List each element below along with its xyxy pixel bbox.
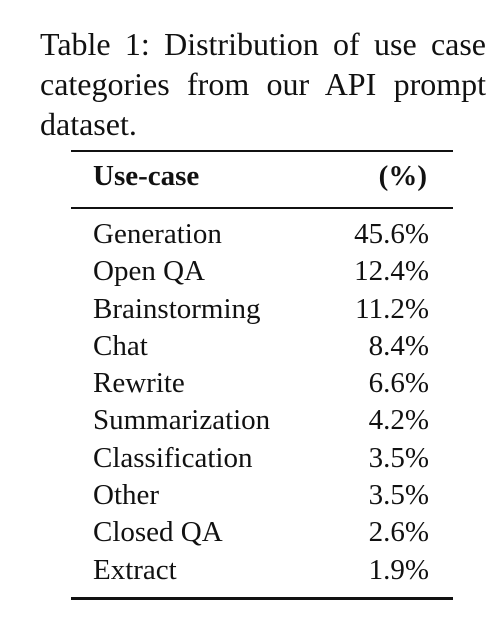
table-row <box>93 216 429 253</box>
table-row <box>93 514 429 551</box>
percent-cell: 4.2% <box>368 404 429 437</box>
table-row <box>93 291 429 328</box>
table-row <box>93 365 429 402</box>
percent-cell: 45.6% <box>354 218 429 250</box>
use-case-cell: Brainstorming <box>93 292 261 325</box>
table-row <box>93 328 429 365</box>
percent-cell: 3.5% <box>368 479 429 512</box>
table-row <box>93 552 429 589</box>
header-use-case: Use-case <box>93 160 200 192</box>
table-top-rule <box>71 150 453 152</box>
table-row <box>93 402 429 439</box>
table-bottom-rule <box>71 597 453 600</box>
table-body <box>93 216 429 589</box>
percent-cell: 8.4% <box>368 329 429 362</box>
percent-cell: 12.4% <box>354 255 429 288</box>
percent-cell: 11.2% <box>355 292 429 325</box>
use-case-cell: Chat <box>93 329 148 362</box>
percent-cell: 1.9% <box>368 553 429 586</box>
use-case-cell: Generation <box>93 218 222 250</box>
use-case-cell: Extract <box>93 553 177 586</box>
percent-cell: 2.6% <box>368 516 429 549</box>
use-case-cell: Other <box>93 479 160 512</box>
percent-cell: 6.6% <box>368 367 429 400</box>
use-case-cell: Closed QA <box>93 516 223 549</box>
use-case-cell: Open QA <box>93 255 205 288</box>
table-row <box>93 253 429 290</box>
table-row <box>93 477 429 514</box>
table-header-rule <box>71 207 453 209</box>
use-case-cell: Rewrite <box>93 367 185 400</box>
header-percent: (%) <box>378 160 427 192</box>
use-case-cell: Summarization <box>93 404 271 437</box>
table-caption: Table 1: Distribution of use case categories from our API prompt dataset. <box>40 26 486 142</box>
use-case-cell: Classification <box>93 441 253 474</box>
percent-cell: 3.5% <box>368 441 429 474</box>
table-row <box>93 440 429 477</box>
